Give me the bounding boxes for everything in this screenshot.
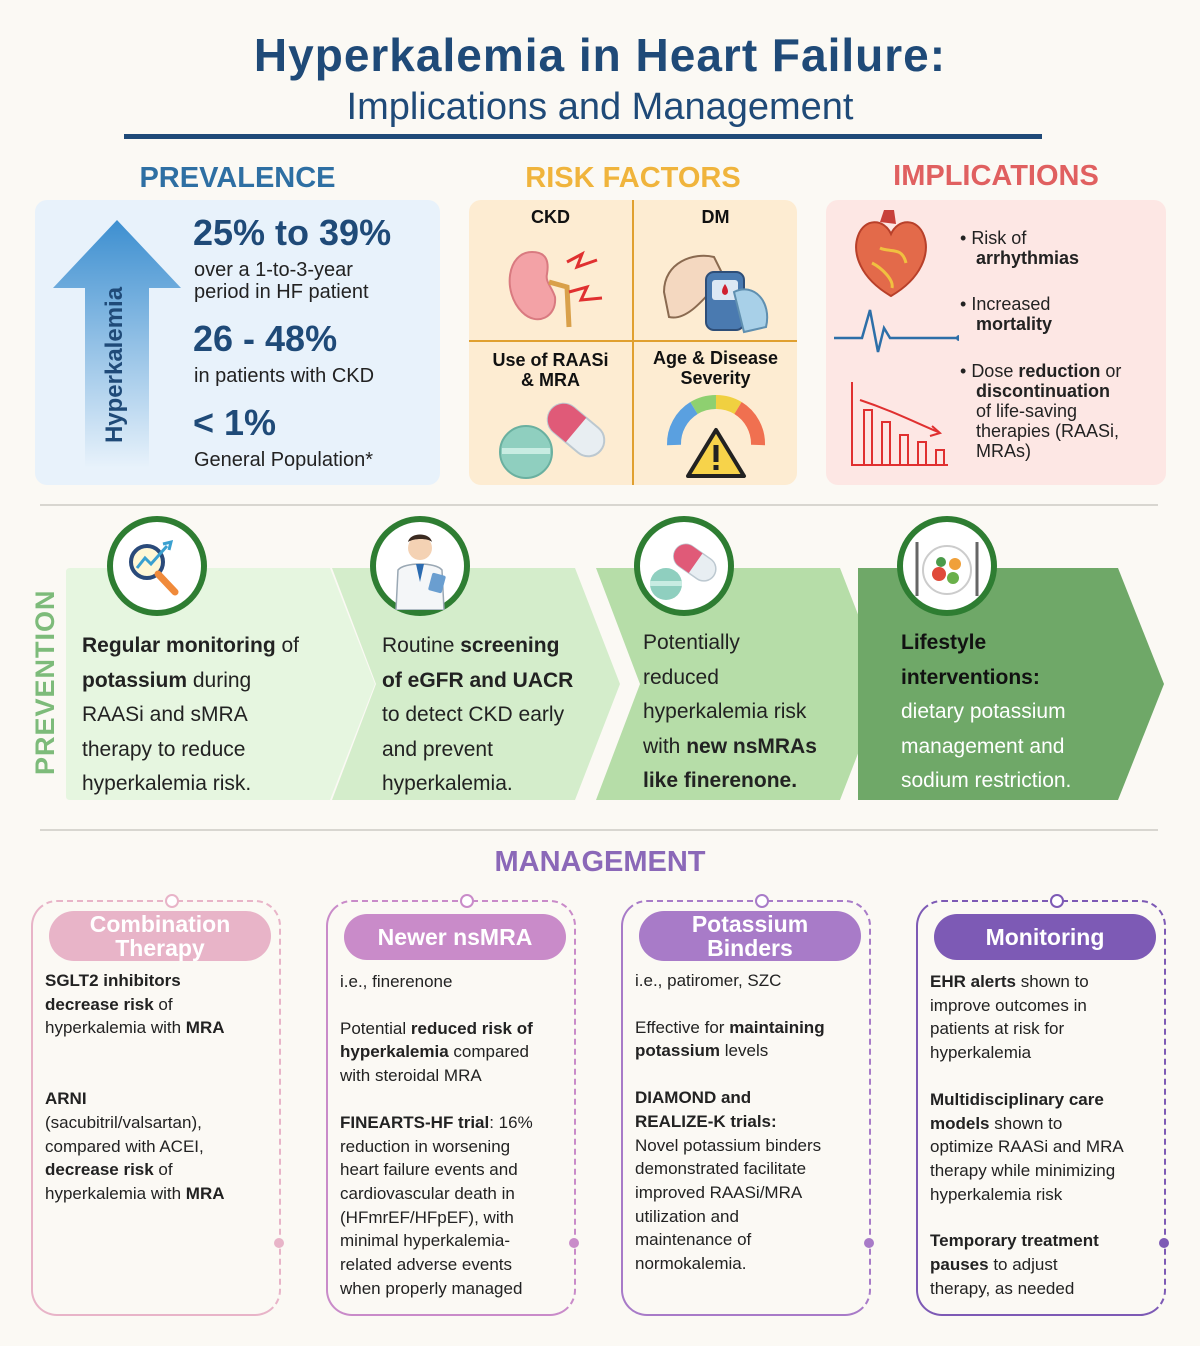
c3-c4: demonstrated facilitate: [635, 1159, 807, 1179]
prevention-step-2: [382, 629, 573, 802]
lifestyle-circle: [897, 516, 997, 616]
implication-3-f: therapies (RAASi,: [976, 421, 1120, 441]
c3-c3: Novel potassium binders: [635, 1135, 822, 1155]
card-newer-nsmra: [326, 900, 576, 1316]
c2-c9: when properly managed: [340, 1278, 523, 1298]
c4-b1: Multidisciplinary care: [930, 1089, 1104, 1109]
c2-c6: (HFmrEF/HFpEF), with: [340, 1207, 514, 1227]
c3-b2: maintaining: [729, 1017, 825, 1037]
c1-a5: MRA: [185, 1018, 225, 1038]
divider-1: [40, 504, 1158, 506]
c2-c3: reduction in worsening: [340, 1136, 511, 1156]
pills-circle-icon: [640, 522, 728, 610]
risk-factors-heading: RISK FACTORS: [525, 162, 741, 194]
implication-1-text: Risk of: [971, 228, 1027, 248]
title-underline: [124, 134, 1042, 139]
pills-icon: [494, 390, 619, 480]
c1-b3: compared with ACEI,: [45, 1136, 204, 1156]
c1-b5: of: [153, 1160, 173, 1180]
pill-1-line-2: Therapy: [115, 935, 205, 961]
pill-3-line-2: Binders: [707, 935, 793, 961]
card-potassium-binders: [621, 900, 871, 1316]
p4-text-4: management and: [901, 734, 1065, 758]
p1-text-5: hyperkalemia risk.: [82, 772, 252, 795]
c1-b7: MRA: [185, 1183, 225, 1203]
risk-gauge-icon: [664, 390, 769, 480]
c4-a3: improve outcomes in: [930, 995, 1087, 1015]
c2-c7: minimal hyperkalemia-: [340, 1231, 511, 1251]
c1-b2: (sacubitril/valsartan),: [45, 1112, 202, 1132]
c3-b1: Effective for: [635, 1017, 730, 1037]
c2-b1: Potential: [340, 1018, 411, 1038]
kidney-icon: [497, 232, 617, 332]
prevalence-panel: [35, 200, 440, 485]
prevalence-heading: PREVALENCE: [139, 162, 336, 194]
card-1-dot-right: [274, 1238, 284, 1248]
implications-panel: [826, 200, 1166, 485]
risk-ckd-label: CKD: [531, 207, 570, 227]
c2-c4: heart failure events and: [340, 1160, 518, 1180]
c4-a5: hyperkalemia: [930, 1043, 1032, 1063]
stat-hf-desc2: period in HF patient: [194, 281, 369, 303]
card-2-dot-top: [460, 894, 474, 908]
card-3-body: [635, 969, 875, 1276]
nsmra-circle: [634, 516, 734, 616]
pill-potassium-binders: [639, 911, 861, 961]
doctor-icon: [376, 522, 464, 610]
c4-b3: shown to: [989, 1113, 1063, 1133]
c2-c1: FINEARTS-HF trial: [340, 1112, 490, 1132]
pill-3-line-1: Potassium: [691, 911, 809, 937]
p3-text-1: Potentially: [643, 631, 740, 654]
implications-heading: IMPLICATIONS: [893, 160, 1099, 192]
prevention-step-3: [643, 626, 817, 799]
risk-age-label-2: Severity: [680, 368, 751, 388]
p1-text-4: therapy to reduce: [82, 737, 246, 761]
c2-c5: cardiovascular death in: [340, 1183, 515, 1203]
p3-text-2: reduced: [643, 665, 719, 689]
card-1-body: [45, 969, 285, 1206]
prevention-step-1: [82, 629, 299, 802]
card-combination-therapy: [31, 900, 281, 1316]
c3-b3: potassium: [635, 1041, 721, 1061]
implication-mortality: • Increased mortality: [960, 294, 1053, 334]
c4-a2: shown to: [1015, 972, 1089, 991]
declining-chart-icon: [850, 380, 950, 468]
heart-icon: [850, 208, 932, 300]
ecg-icon: [834, 300, 959, 355]
c1-a1: SGLT2 inhibitors: [45, 971, 181, 990]
card-2-body: [340, 970, 580, 1300]
card-3-dot-top: [755, 894, 769, 908]
screening-circle: [370, 516, 470, 616]
c2-c8: related adverse events: [340, 1255, 512, 1275]
p1-bold-1: Regular monitoring: [82, 634, 276, 657]
implication-3-g: MRAs): [976, 441, 1031, 461]
divider-2: [40, 829, 1158, 831]
c4-a1: EHR alerts: [930, 972, 1016, 991]
main-title: Hyperkalemia in Heart Failure:: [253, 29, 947, 81]
implication-3-e: of life-saving: [976, 401, 1078, 421]
implication-3-a: Dose: [971, 361, 1019, 381]
c3-c1: DIAMOND and: [635, 1088, 752, 1108]
c2-b4: compared: [448, 1042, 530, 1062]
c3-c8: normokalemia.: [635, 1254, 747, 1274]
risk-raasi-label-2: & MRA: [521, 370, 580, 390]
implication-3-c: or: [1100, 361, 1122, 381]
implication-arrhythmias: • Risk of arrhythmias: [960, 228, 1080, 268]
card-4-dot-top: [1050, 894, 1064, 908]
management-heading: MANAGEMENT: [494, 846, 706, 878]
implication-1-bold: arrhythmias: [976, 248, 1080, 268]
subtitle: Implications and Management: [346, 86, 854, 128]
c3-c5: improved RAASi/MRA: [635, 1182, 803, 1202]
c3-c6: utilization and: [635, 1206, 739, 1226]
implication-3-d: discontinuation: [976, 381, 1110, 401]
c4-b2: models: [930, 1113, 990, 1133]
stat-hf-desc1: over a 1-to-3-year: [194, 259, 353, 281]
stat-ckd-value: 26 - 48%: [193, 318, 338, 359]
c4-b5: therapy while minimizing: [930, 1160, 1116, 1180]
p1-text-2: during: [187, 668, 252, 692]
p3-bold-4: new nsMRAs: [686, 734, 817, 758]
p4-bold-2: interventions:: [901, 665, 1040, 689]
prevention-side-label: PREVENTION: [30, 589, 60, 775]
c1-b6: hyperkalemia with: [45, 1183, 186, 1203]
risk-raasi-label-1: Use of RAASi: [492, 350, 609, 370]
p2-text-4: and prevent: [382, 737, 493, 761]
stat-general-value: < 1%: [193, 402, 277, 443]
food-plate-icon: [903, 522, 991, 610]
p2-text-1: Routine: [382, 634, 461, 657]
risk-age-label-1: Age & Disease: [652, 348, 779, 368]
p3-text-3: hyperkalemia risk: [643, 700, 807, 723]
implication-3-b: reduction: [1018, 361, 1101, 381]
c2-b2: reduced risk of: [410, 1018, 533, 1038]
risk-dm-label: DM: [701, 207, 730, 227]
p4-text-5: sodium restriction.: [901, 769, 1072, 792]
c4-a4: patients at risk for: [930, 1019, 1065, 1039]
card-4-body: [930, 970, 1170, 1300]
p2-text-3: to detect CKD early: [382, 703, 565, 726]
c4-c1: Temporary treatment: [930, 1231, 1099, 1251]
pill-newer-nsmra: Newer nsMRA: [344, 914, 566, 960]
c4-c2: pauses: [930, 1255, 989, 1275]
c4-c4: therapy, as needed: [930, 1278, 1075, 1298]
c1-a3: of: [153, 994, 173, 1014]
p1-text-3: RAASi and sMRA: [82, 703, 248, 726]
prevention-step-4: [901, 626, 1071, 799]
p4-bold-1: Lifestyle: [901, 631, 987, 654]
c4-b4: optimize RAASi and MRA: [930, 1137, 1124, 1157]
c4-b6: hyperkalemia risk: [930, 1184, 1063, 1204]
monitoring-circle: [107, 516, 207, 616]
risk-divider-h: [469, 340, 797, 342]
card-monitoring: [916, 900, 1166, 1316]
c1-b4: decrease risk: [45, 1160, 154, 1180]
c2-a1: i.e., finerenone: [340, 972, 453, 991]
c3-b4: levels: [720, 1041, 769, 1061]
p2-text-5: hyperkalemia.: [382, 772, 513, 795]
c1-a4: hyperkalemia with: [45, 1018, 186, 1038]
implication-2-bold: mortality: [976, 314, 1053, 334]
glucose-meter-icon: [654, 232, 779, 337]
card-1-dot-top: [165, 894, 179, 908]
pill-combination-therapy: [49, 911, 271, 961]
implication-dose: • Dose reduction or discontinuation of life-saving therapies (RAASi, MRAs): [960, 361, 1122, 461]
p1-bold-2: potassium: [82, 668, 188, 692]
p3-bold-5: like finerenone.: [643, 769, 798, 792]
c3-c2: REALIZE-K trials:: [635, 1111, 777, 1131]
p2-bold-2: of eGFR and UACR: [382, 668, 574, 692]
c2-b3: hyperkalemia: [340, 1042, 449, 1062]
stat-hf-value: 25% to 39%: [193, 212, 392, 253]
p3-text-4: with: [643, 734, 687, 758]
c3-a1: i.e., patiromer, SZC: [635, 971, 782, 990]
c2-c2: : 16%: [489, 1112, 533, 1132]
stat-ckd-desc: in patients with CKD: [194, 365, 375, 387]
c2-b5: with steroidal MRA: [340, 1066, 482, 1086]
risk-factors-panel: [469, 200, 797, 485]
p2-bold-1: screening: [460, 634, 560, 657]
p1-text-1: of: [275, 634, 300, 657]
magnifier-chart-icon: [113, 522, 201, 610]
stat-general-desc: General Population*: [194, 449, 374, 471]
risk-divider-v: [632, 200, 634, 485]
c1-b1: ARNI: [45, 1089, 87, 1109]
c1-a2: decrease risk: [45, 994, 154, 1014]
pill-1-line-1: Combination: [89, 911, 231, 937]
c4-c3: to adjust: [988, 1255, 1058, 1275]
hyperkalemia-arrow-label: Hyperkalemia: [101, 286, 128, 444]
p4-text-3: dietary potassium: [901, 700, 1066, 723]
c3-c7: maintenance of: [635, 1230, 752, 1250]
pill-monitoring: Monitoring: [934, 914, 1156, 960]
implication-2-text: Increased: [971, 294, 1051, 314]
